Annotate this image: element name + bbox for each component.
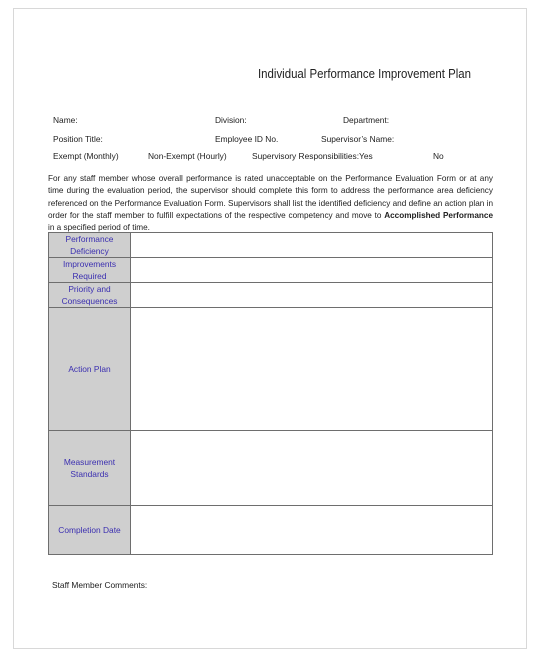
row-label-line: Completion Date <box>58 525 121 535</box>
instructions-paragraph <box>48 173 493 234</box>
table-row-performance-deficiency <box>49 233 493 258</box>
non-exempt-label: Non-Exempt (Hourly) <box>148 151 227 161</box>
row-label-line: Deficiency <box>70 246 109 256</box>
no-option: No <box>433 151 444 161</box>
row-label-improvements-required <box>49 258 131 283</box>
row-label-completion-date <box>49 506 131 555</box>
staff-member-comments-label: Staff Member Comments: <box>52 580 148 590</box>
improvement-plan-table <box>48 232 493 555</box>
row-label-line: Standards <box>70 469 109 479</box>
division-label: Division: <box>215 115 247 125</box>
exempt-label: Exempt (Monthly) <box>53 151 119 161</box>
row-label-line: Action Plan <box>68 364 111 374</box>
row-label-performance-deficiency <box>49 233 131 258</box>
priority-consequences-cell[interactable] <box>131 283 493 308</box>
table-row-measurement-standards <box>49 431 493 506</box>
supervisor-name-label: Supervisor’s Name: <box>321 134 395 144</box>
name-label: Name: <box>53 115 78 125</box>
row-label-line: Required <box>72 271 107 281</box>
measurement-standards-cell[interactable] <box>131 431 493 506</box>
document-title: Individual Performance Improvement Plan <box>258 66 472 81</box>
instructions-text: For any staff member whose overall performance is rated unacceptable on the Performance Evaluation Form or at any time during the evaluation period, the supervisor should complete this form to address the performance area deficiency referenced on the Performance Evaluation Form. Supervisors shall list the identified deficiency and define an action plan in order for the staff member to fulfill expectations of the respective competency and move to <box>48 174 493 220</box>
table-row-priority-consequences <box>49 283 493 308</box>
row-label-line: Performance <box>65 234 114 244</box>
instructions-text-end: in a specified period of time. <box>48 223 150 233</box>
department-label: Department: <box>343 115 390 125</box>
instructions-bold-text: Accomplished Performance <box>384 210 493 220</box>
employee-id-label: Employee ID No. <box>215 134 279 144</box>
performance-deficiency-cell[interactable] <box>131 233 493 258</box>
action-plan-cell[interactable] <box>131 308 493 431</box>
row-label-line: Measurement <box>63 457 116 467</box>
table-row-improvements-required <box>49 258 493 283</box>
row-label-action-plan <box>49 308 131 431</box>
row-label-line: Priority and <box>68 284 111 294</box>
completion-date-cell[interactable] <box>131 506 493 555</box>
row-label-line: Improvements <box>62 259 117 269</box>
row-label-priority-consequences <box>49 283 131 308</box>
supervisory-responsibilities-label: Supervisory Responsibilities: <box>252 151 360 161</box>
position-title-label: Position Title: <box>53 134 103 144</box>
row-label-line: Consequences <box>61 296 118 306</box>
improvements-required-cell[interactable] <box>131 258 493 283</box>
table-row-completion-date <box>49 506 493 555</box>
yes-option: Yes <box>359 151 373 161</box>
table-row-action-plan <box>49 308 493 431</box>
row-label-measurement-standards <box>49 431 131 506</box>
